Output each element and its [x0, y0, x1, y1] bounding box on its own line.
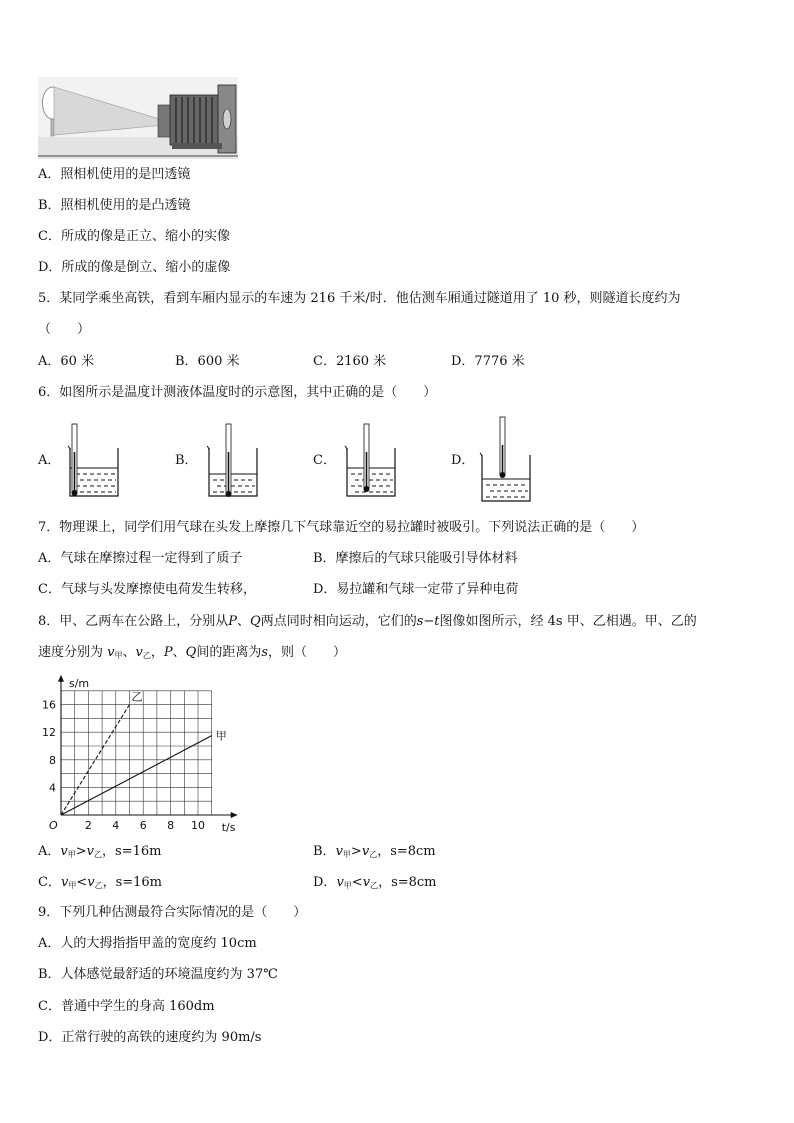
- q7-option-b: B．摩擦后的气球只能吸引导体材料: [313, 551, 518, 566]
- q4-option-b: B．照相机使用的是凸透镜: [38, 198, 191, 213]
- q9-stem: 9．下列几种估测最符合实际情况的是（ ）: [38, 905, 307, 920]
- x-axis-arrow: [231, 812, 238, 818]
- beaker-c-figure: [343, 422, 399, 498]
- x-tick-label: 6: [139, 819, 147, 832]
- q7-option-d: D．易拉罐和气球一定带了异种电荷: [313, 582, 519, 597]
- y-axis-label: s/m: [69, 676, 90, 690]
- q8-stem-line2: 速度分别为 $v_甲$、$v_乙$，P、Q间的距离为s，则（ ）: [38, 645, 347, 660]
- thermometer-icon: [364, 424, 370, 492]
- q4-option-a: A．照相机使用的是凹透镜: [38, 167, 191, 182]
- series-line: [61, 736, 212, 815]
- y-tick-label: 8: [49, 753, 56, 767]
- thermometer-icon: [226, 424, 232, 497]
- q7-option-a: A．气球在摩擦过程一定得到了质子: [38, 551, 243, 566]
- x-tick-label: 8: [167, 819, 175, 832]
- y-tick-label: 16: [42, 698, 56, 712]
- x-tick-label: 10: [191, 819, 205, 832]
- q6-label-d: D．: [451, 453, 475, 468]
- q6-stem: 6．如图所示是温度计测液体温度时的示意图，其中正确的是（ ）: [38, 385, 437, 400]
- q9-option-c: C．普通中学生的身高 160dm: [38, 999, 215, 1014]
- q6-label-a: A．: [38, 453, 61, 468]
- q5-stem-paren: （ ）: [38, 322, 91, 337]
- q5-option-d: D．7776 米: [451, 354, 525, 369]
- y-tick-label: 12: [42, 726, 56, 740]
- origin-label: O: [49, 819, 58, 832]
- series-label: 乙: [131, 690, 143, 704]
- q8-option-c: C．$v_甲<v_乙$，s=16m: [38, 875, 163, 890]
- thermometer-icon: [500, 417, 506, 478]
- q7-option-c: C．气球与头发摩擦使电荷发生转移，: [38, 582, 256, 597]
- q5-option-c: C．2160 米: [313, 354, 387, 369]
- q4-option-c: C．所成的像是正立、缩小的实像: [38, 229, 230, 244]
- camera-icon: [158, 85, 236, 153]
- x-tick-label: 2: [84, 819, 92, 832]
- q7-stem: 7．物理课上，同学们用气球在头发上摩擦几下气球靠近空的易拉罐时被吸引。下列说法正确的是（ ）: [38, 520, 645, 535]
- beaker-a-figure: [66, 422, 122, 498]
- thermometer-icon: [72, 424, 78, 496]
- q6-label-c: C．: [313, 453, 336, 468]
- q6-label-b: B．: [175, 453, 198, 468]
- q5-option-a: A．60 米: [38, 354, 95, 369]
- q8-stem: 8．甲、乙两车在公路上，分别从P、Q两点同时相向运动，它们的s−t图像如图所示，经 4s 甲、乙相遇。甲、乙的: [38, 614, 697, 629]
- q8-option-d: D．$v_甲<v_乙$，s=8cm: [313, 875, 437, 890]
- q9-option-d: D．正常行驶的高铁的速度约为 90m/s: [38, 1030, 262, 1045]
- q8-option-b: B．$v_甲>v_乙$，s=8cm: [313, 844, 436, 859]
- beaker-d-figure: [478, 415, 534, 503]
- beaker-b-figure: [205, 422, 261, 498]
- st-graph: [38, 675, 268, 835]
- series-label: 甲: [215, 729, 227, 743]
- q4-option-d: D．所成的像是倒立、缩小的虚像: [38, 260, 231, 275]
- q5-stem: 5．某同学乘坐高铁，看到车厢内显示的车速为 216 千米/时．他估测车厢通过隧道用了 10 秒，则隧道长度约为: [38, 291, 681, 306]
- q9-option-a: A．人的大拇指指甲盖的宽度约 10cm: [38, 936, 257, 951]
- x-axis-label: t/s: [221, 821, 236, 834]
- y-axis-arrow: [58, 675, 64, 682]
- camera-figure: [38, 77, 238, 159]
- y-tick-label: 4: [49, 781, 56, 795]
- q8-option-a: A．$v_甲>v_乙$，s=16m: [38, 844, 162, 859]
- q9-option-b: B．人体感觉最舒适的环境温度约为 37℃: [38, 967, 278, 982]
- q5-option-b: B．600 米: [175, 354, 240, 369]
- x-tick-label: 4: [112, 819, 120, 832]
